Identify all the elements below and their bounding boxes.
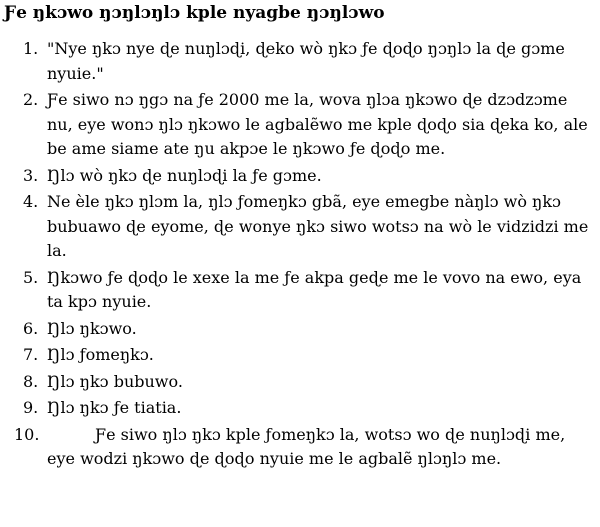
list-item-text: Ƒe siwo nɔ ŋgɔ na ƒe 2000 me la, wova ŋlɔa ŋkɔwo ɖe dzɔdzɔme nu, eye wonɔ ŋlɔ ŋkɔwo le agbalẽwo me kple ɖoɖo sia ɖeka ko, ale be ame siame ate ŋu akpɔe le ŋkɔwo ƒe ɖoɖo me. (47, 90, 588, 158)
list-item (0, 370, 600, 395)
list-item (0, 343, 600, 368)
list-item-number: 4. (23, 192, 39, 211)
list-item (0, 396, 600, 421)
list-item-text: Ŋlɔ ƒomeŋkɔ. (47, 345, 154, 364)
list-item-text: Ƒe siwo ŋlɔ ŋkɔ kple ƒomeŋkɔ la, wotsɔ wo ɖe nuŋlɔɖi me, eye wodzi ŋkɔwo ɖe ɖoɖo nyuie me le agbalẽ ŋlɔŋlɔ me. (47, 424, 566, 468)
numbered-list (0, 37, 600, 474)
list-item-number: 2. (23, 90, 39, 109)
list-item-text: Ŋlɔ ŋkɔ ƒe tiatia. (47, 398, 182, 417)
list-item-text: Ŋlɔ ŋkɔ bubuwo. (47, 371, 183, 391)
list-item-number: 9. (23, 398, 39, 417)
list-item (0, 190, 600, 264)
list-item (0, 423, 600, 472)
list-item-text: Ŋlɔ wò ŋkɔ ɖe nuŋlɔɖi la ƒe gɔme. (47, 165, 322, 185)
list-item-number: 8. (23, 371, 39, 391)
list-item (0, 88, 600, 162)
list-item (0, 164, 600, 189)
list-item-number: 3. (23, 165, 39, 185)
list-item-text: Ŋkɔwo ƒe ɖoɖo le xexe la me ƒe akpa geɖe me le vovo na ewo, eya ta kpɔ nyuie. (47, 267, 582, 311)
document-title: Ƒe ŋkɔwo ŋɔŋlɔŋlɔ kple nyagbe ŋɔŋlɔwo (4, 3, 385, 23)
list-item-number: 7. (23, 345, 39, 364)
list-item (0, 37, 600, 86)
list-item-number: 5. (23, 267, 39, 287)
list-item-number: 6. (23, 318, 39, 338)
list-item-text: Ŋlɔ ŋkɔwo. (47, 318, 137, 338)
list-item-text: "Nye ŋkɔ nye ɖe nuŋlɔɖi, ɖeko wò ŋkɔ ƒe ɖoɖo ŋɔŋlɔ la ɖe gɔme nyuie." (47, 39, 565, 83)
list-item (0, 317, 600, 342)
list-item-number: 1. (23, 39, 39, 58)
list-item (0, 266, 600, 315)
list-item-text: Ne èle ŋkɔ ŋlɔm la, ŋlɔ ƒomeŋkɔ gbã, eye emegbe nàŋlɔ wò ŋkɔ bubuawo ɖe eyome, ɖe wonye ŋkɔ siwo wotsɔ na wò le vidzidzi me la. (47, 192, 589, 260)
list-item-number: 10. (14, 424, 40, 444)
